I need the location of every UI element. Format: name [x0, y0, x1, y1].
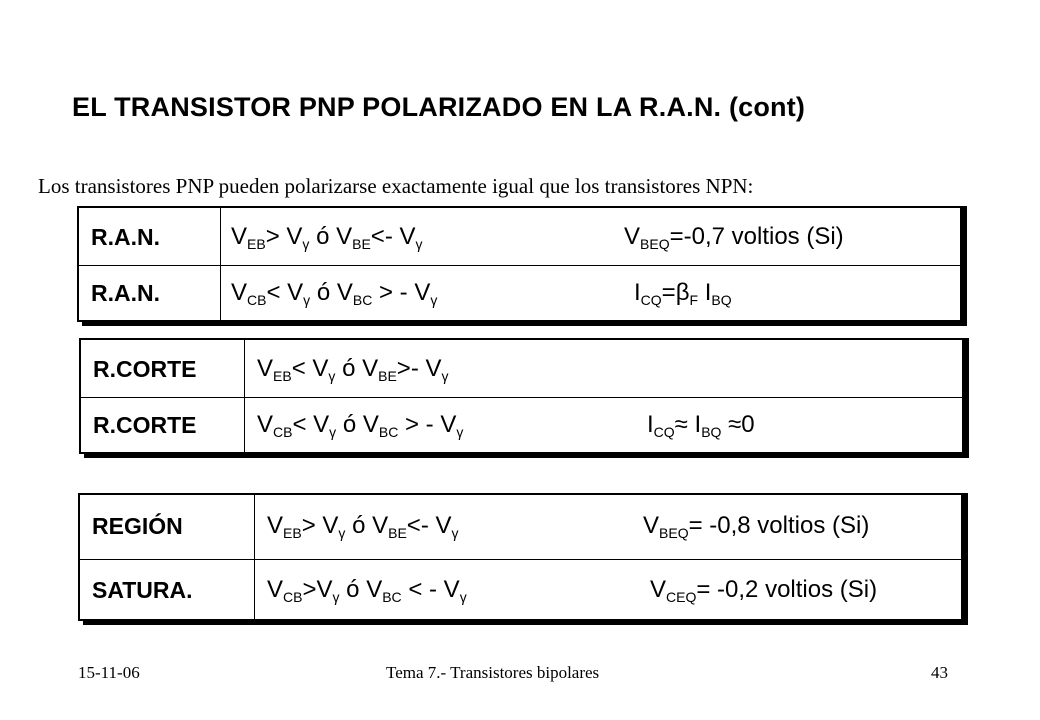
- column-divider: [254, 495, 255, 619]
- footer-topic: Tema 7.- Transistores bipolares: [386, 663, 600, 682]
- condition-cell: $V_{EB}> V_\gamma$ ó $V_{BE}<-$ $V_\gamma$: [231, 223, 423, 252]
- row-label: R.A.N.: [91, 280, 160, 306]
- row-divider: [81, 397, 962, 398]
- row-label: R.CORTE: [93, 412, 197, 438]
- table-saturacion: [78, 493, 963, 621]
- row-label: SATURA.: [92, 577, 193, 603]
- row-label: REGIÓN: [92, 513, 183, 539]
- condition-cell: $V_{EB}> V_\gamma$ ó $V_{BE}<-$ $V_\gamma$: [267, 512, 459, 541]
- condition-cell: $V_{CB}< V_\gamma$ ó $V_{BC}$ > - $V_\gamma$: [257, 411, 464, 440]
- value-cell: $I_{CQ}\approx I_{BQ} \approx 0$: [647, 411, 755, 440]
- table-ran: [77, 206, 962, 322]
- value-cell: $V_{BEQ}=-0,7$ voltios (Si): [624, 223, 844, 252]
- slide-title: EL TRANSISTOR PNP POLARIZADO EN LA R.A.N. (cont): [72, 92, 806, 122]
- condition-cell: $V_{CB}< V_\gamma$ ó $V_{BC}$ > - $V_\gamma$: [231, 279, 438, 308]
- footer-date: 15-11-06: [78, 663, 140, 682]
- row-divider: [79, 265, 960, 266]
- intro-text: Los transistores PNP pueden polarizarse exactamente igual que los transistores NPN:: [38, 174, 754, 198]
- condition-cell: $V_{EB}< V_\gamma$ ó $V_{BE}>-$ $V_\gamma$: [257, 355, 449, 384]
- row-label: R.A.N.: [91, 224, 160, 250]
- value-cell: $V_{CEQ}= -0,2$ voltios (Si): [650, 576, 878, 605]
- value-cell: $V_{BEQ}= -0,8$ voltios (Si): [643, 512, 870, 541]
- value-cell: $I_{CQ}=\beta_F$ $I_{BQ}$: [634, 279, 732, 308]
- footer-page-number: 43: [931, 663, 948, 682]
- row-label: R.CORTE: [93, 356, 197, 382]
- table-corte: [79, 338, 964, 454]
- row-divider: [80, 559, 961, 560]
- condition-cell: $V_{CB}>V_\gamma$ ó $V_{BC}$ < - $V_\gamma$: [267, 576, 467, 605]
- column-divider: [244, 340, 245, 452]
- column-divider: [220, 208, 221, 320]
